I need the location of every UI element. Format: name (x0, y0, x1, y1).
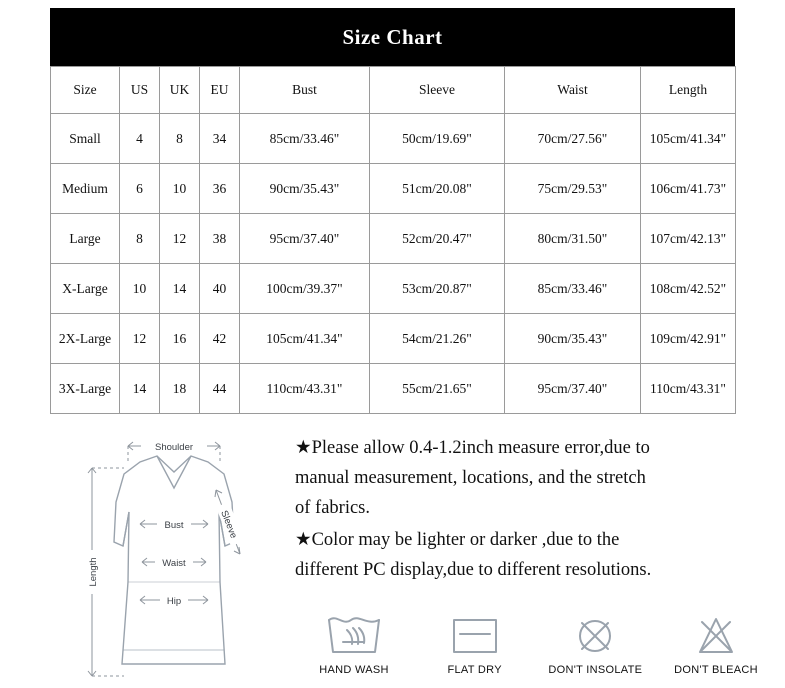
column-header-us: US (120, 67, 160, 114)
cell-length: 105cm/41.34" (641, 114, 736, 164)
diagram-label-waist: Waist (162, 558, 186, 569)
cell-bust: 100cm/39.37" (240, 264, 370, 314)
cell-size: Medium (51, 164, 120, 214)
note-line: manual measurement, locations, and the stretch (295, 467, 646, 488)
cell-uk: 14 (160, 264, 200, 314)
cell-sleeve: 55cm/21.65" (370, 364, 505, 414)
cell-sleeve: 50cm/19.69" (370, 114, 505, 164)
cell-eu: 38 (200, 214, 240, 264)
note-line: ★Color may be lighter or darker ,due to the (295, 529, 620, 550)
cell-bust: 110cm/43.31" (240, 364, 370, 414)
care-instructions-row (300, 602, 770, 676)
column-header-waist: Waist (505, 67, 641, 114)
size-chart-table (50, 66, 736, 414)
cell-waist: 95cm/37.40" (505, 364, 641, 414)
cell-bust: 95cm/37.40" (240, 214, 370, 264)
note-color-display (295, 526, 775, 586)
cell-size: 3X-Large (51, 364, 120, 414)
cell-eu: 42 (200, 314, 240, 364)
care-item-dont-bleach (662, 602, 770, 676)
note-line: different PC display,due to different resolutions. (295, 559, 652, 580)
column-header-uk: UK (160, 67, 200, 114)
hand-wash-icon (323, 602, 385, 658)
cell-length: 110cm/43.31" (641, 364, 736, 414)
notes-block (295, 434, 775, 588)
cell-length: 109cm/42.91" (641, 314, 736, 364)
flat-dry-icon (444, 602, 506, 658)
cell-us: 6 (120, 164, 160, 214)
cell-us: 12 (120, 314, 160, 364)
cell-length: 106cm/41.73" (641, 164, 736, 214)
table-row (51, 114, 736, 164)
dont-bleach-icon (685, 602, 747, 658)
size-chart-title-bar (50, 8, 735, 66)
cell-size: X-Large (51, 264, 120, 314)
cell-us: 14 (120, 364, 160, 414)
diagram-label-hip: Hip (166, 596, 182, 607)
cell-waist: 75cm/29.53" (505, 164, 641, 214)
cell-waist: 80cm/31.50" (505, 214, 641, 264)
column-header-bust: Bust (240, 67, 370, 114)
cell-length: 108cm/42.52" (641, 264, 736, 314)
diagram-label-bust: Bust (164, 520, 184, 531)
cell-waist: 85cm/33.46" (505, 264, 641, 314)
diagram-label-length: Length (88, 557, 99, 587)
cell-length: 107cm/42.13" (641, 214, 736, 264)
cell-waist: 90cm/35.43" (505, 314, 641, 364)
care-label: FLAT DRY (447, 664, 502, 676)
table-row (51, 164, 736, 214)
table-header-row (51, 67, 736, 114)
column-header-size: Size (51, 67, 120, 114)
cell-uk: 12 (160, 214, 200, 264)
table-row (51, 364, 736, 414)
cell-uk: 8 (160, 114, 200, 164)
note-line: ★Please allow 0.4-1.2inch measure error,due to (295, 438, 650, 458)
dont-insolate-icon (564, 602, 626, 658)
cell-size: Small (51, 114, 120, 164)
cell-bust: 90cm/35.43" (240, 164, 370, 214)
cell-us: 8 (120, 214, 160, 264)
cell-size: 2X-Large (51, 314, 120, 364)
care-item-hand-wash (300, 602, 408, 676)
cell-sleeve: 52cm/20.47" (370, 214, 505, 264)
diagram-label-sleeve: Sleeve (218, 509, 239, 541)
lower-section (0, 424, 785, 688)
note-line: of fabrics. (295, 497, 370, 518)
diagram-label-shoulder: Shoulder (154, 442, 194, 453)
table-row (51, 264, 736, 314)
cell-bust: 105cm/41.34" (240, 314, 370, 364)
cell-bust: 85cm/33.46" (240, 114, 370, 164)
cell-waist: 70cm/27.56" (505, 114, 641, 164)
cell-eu: 36 (200, 164, 240, 214)
column-header-eu: EU (200, 67, 240, 114)
cell-eu: 44 (200, 364, 240, 414)
cell-us: 4 (120, 114, 160, 164)
table-row (51, 214, 736, 264)
garment-measurement-diagram (62, 432, 287, 686)
cell-sleeve: 53cm/20.87" (370, 264, 505, 314)
table-row (51, 314, 736, 364)
care-item-flat-dry (421, 602, 529, 676)
cell-eu: 34 (200, 114, 240, 164)
care-label: HAND WASH (319, 664, 389, 676)
column-header-sleeve: Sleeve (370, 67, 505, 114)
cell-us: 10 (120, 264, 160, 314)
cell-uk: 10 (160, 164, 200, 214)
page-title: Size Chart (342, 24, 443, 49)
cell-sleeve: 54cm/21.26" (370, 314, 505, 364)
column-header-length: Length (641, 67, 736, 114)
cell-sleeve: 51cm/20.08" (370, 164, 505, 214)
cell-uk: 16 (160, 314, 200, 364)
care-label: DON'T BLEACH (674, 664, 758, 676)
note-measure-error (295, 434, 775, 524)
care-label: DON'T INSOLATE (548, 664, 643, 676)
cell-uk: 18 (160, 364, 200, 414)
cell-eu: 40 (200, 264, 240, 314)
cell-size: Large (51, 214, 120, 264)
care-item-dont-insolate (541, 602, 649, 676)
